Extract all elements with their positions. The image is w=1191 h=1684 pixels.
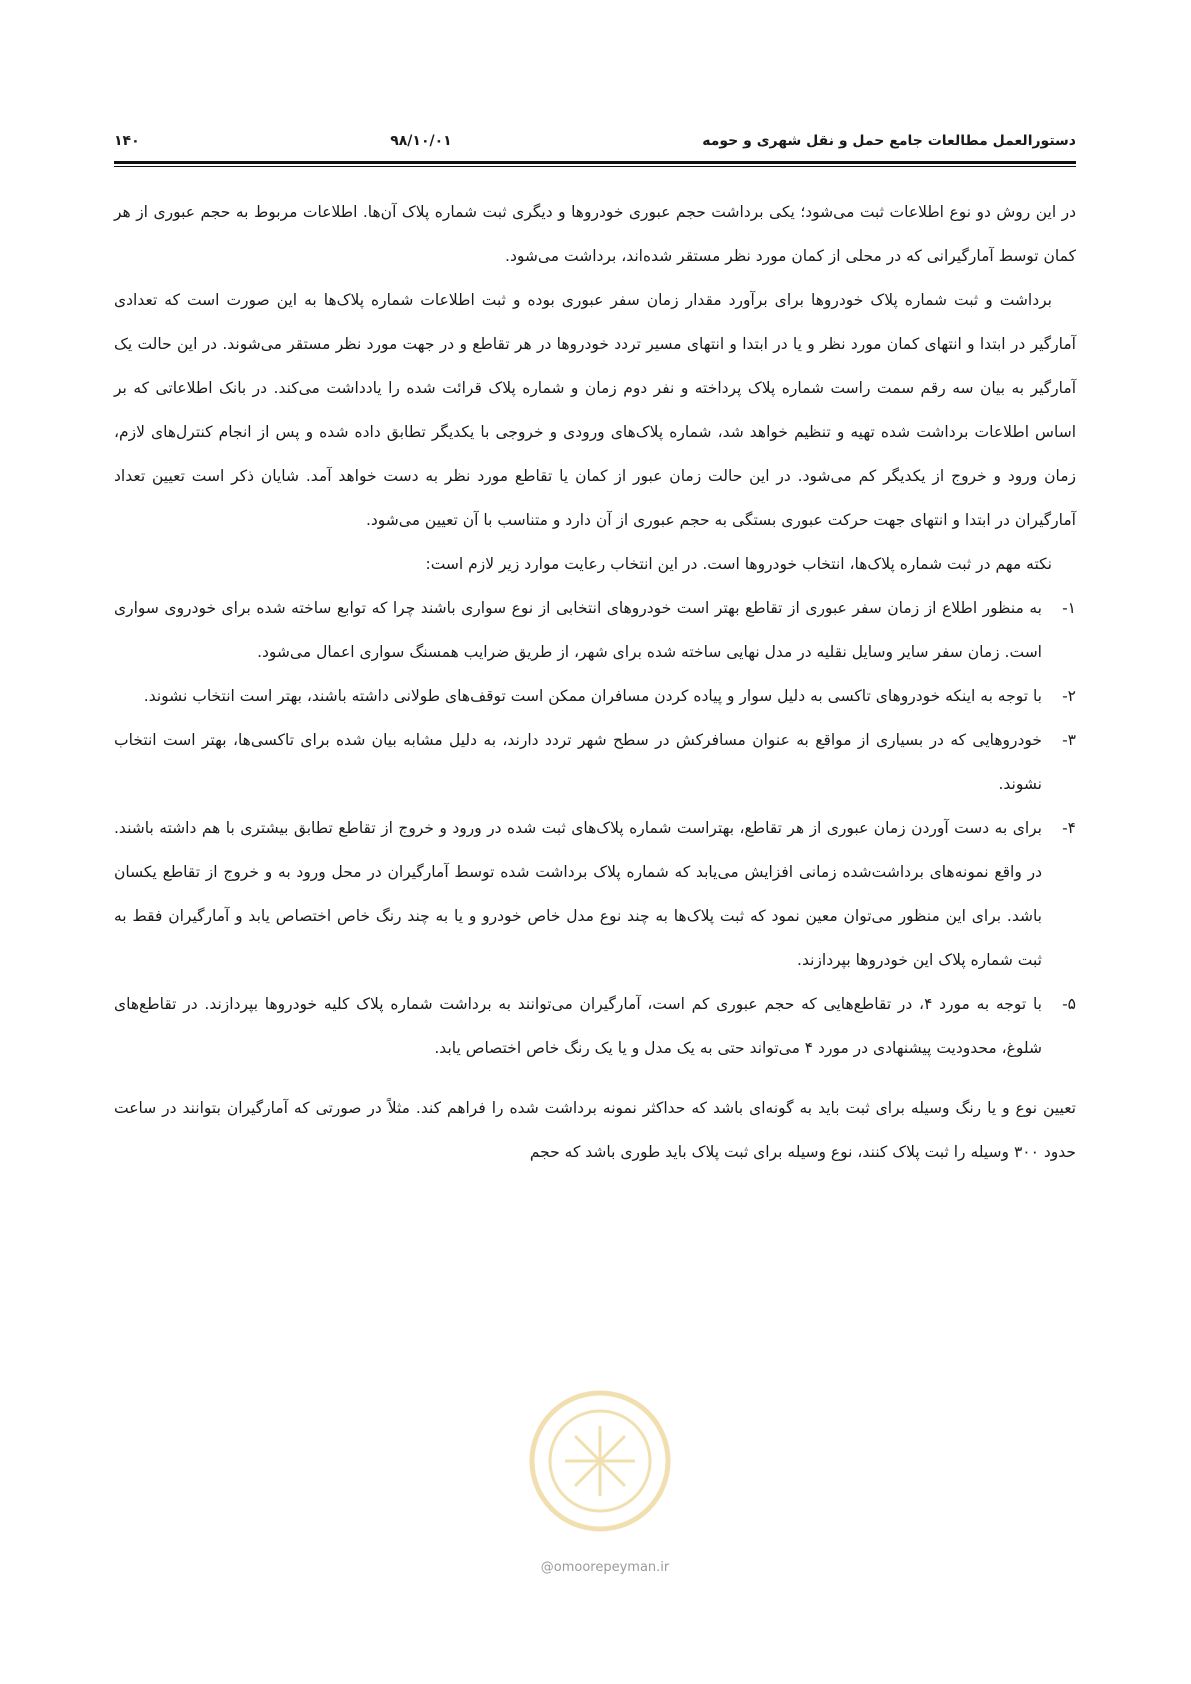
list-item-number: ۲-: [1062, 687, 1076, 705]
list-item-text: خودروهایی که در بسیاری از مواقع به عنوان مسافرکش در سطح شهر تردد دارند، به دلیل مشابه بیان شده برای تاکسی‌ها، بهتر است انتخاب نشوند.: [114, 731, 1042, 793]
header-rule-thin: [114, 166, 1076, 167]
list-item-text: با توجه به اینکه خودروهای تاکسی به دلیل سوار و پیاده کردن مسافران ممکن است توقف‌های طولانی داشته باشند، بهتر است انتخاب نشوند.: [143, 687, 1042, 705]
list-item: [114, 718, 1076, 806]
list-item: [114, 674, 1076, 718]
list-item: [114, 982, 1076, 1070]
page-number: ۱۴۰: [114, 133, 140, 149]
page-header: [114, 128, 1076, 154]
list-item-text: به منظور اطلاع از زمان سفر عبوری از تقاطع بهتر است خودروهای انتخابی از نوع سواری باشند چرا که توابع ساخته شده برای خودروی سواری است. زمان سفر سایر وسایل نقلیه در مدل نهایی ساخته شده برای شهر، از طریق ضرایب همسنگ سواری اعمال می‌شود.: [114, 599, 1042, 661]
watermark-url: @omoorepeyman.ir: [540, 1560, 670, 1575]
list-item: [114, 806, 1076, 982]
header-date: ۹۸/۱۰/۰۱: [390, 133, 452, 149]
document-body: [114, 190, 1076, 1174]
requirements-list: [114, 586, 1076, 1070]
stamp-gear: [565, 1426, 635, 1496]
list-item-text: برای به دست آوردن زمان عبوری از هر تقاطع، بهتراست شماره پلاک‌های ثبت شده در ورود و خروج از تقاطع تطابق بیشتری با هم داشته باشند. در واقع نمونه‌های برداشت‌شده زمانی افزایش می‌یابد که شماره پلاک برداشت شده توسط آمارگیران در محل ورود به و خروج از تقاطع یکسان باشد. برای این منظور می‌توان معین نمود که ثبت پلاک‌ها به چند نوع مدل خاص خودرو و یا به چند رنگ خاص اختصاص یابد و آمارگیران فقط به ثبت شماره پلاک این خودروها بپردازند.: [114, 819, 1042, 969]
list-item-text: با توجه به مورد ۴، در تقاطع‌هایی که حجم عبوری کم است، آمارگیران می‌توانند به برداشت شماره پلاک کلیه خودروها بپردازند. در تقاطع‌های شلوغ، محدودیت پیشنهادی در مورد ۴ می‌تواند حتی به یک مدل و یا یک رنگ خاص اختصاص یابد.: [114, 995, 1042, 1057]
closing-paragraph: تعیین نوع و یا رنگ وسیله برای ثبت باید به گونه‌ای باشد که حداکثر نمونه برداشت شده را فراهم کند. مثلاً در صورتی که آمارگیران بتوانند در ساعت حدود ۳۰۰ وسیله را ثبت پلاک کنند، نوع وسیله برای ثبت پلاک باید طوری باشد که حجم: [114, 1099, 1076, 1161]
list-item-number: ۵-: [1062, 995, 1076, 1013]
header-rule: [114, 161, 1076, 164]
list-item-number: ۱-: [1062, 599, 1076, 617]
paragraph-1: در این روش دو نوع اطلاعات ثبت می‌شود؛ یکی برداشت حجم عبوری خودروها و دیگری ثبت شماره پلاک آن‌ها. اطلاعات مربوط به حجم عبوری از هر کمان توسط آمارگیرانی که در محلی از کمان مورد نظر مستقر شده‌اند، برداشت می‌شود.: [114, 203, 1076, 265]
header-title: دستورالعمل مطالعات جامع حمل و نقل شهری و حومه: [702, 133, 1076, 149]
paragraph-2: برداشت و ثبت شماره پلاک خودروها برای برآورد مقدار زمان سفر عبوری بوده و ثبت اطلاعات شماره پلاک‌ها به این صورت است که تعدادی آمارگیر در ابتدا و انتهای کمان مورد نظر و یا در ابتدا و انتهای مسیر تردد خودروها در هر تقاطع و در جهت مورد نظر مستقر می‌شوند. در این حالت یک آمارگیر به بیان سه رقم سمت راست شماره پلاک پرداخته و نفر دوم زمان و شماره پلاک قرائت شده را یادداشت می‌کند. در بانک اطلاعاتی که بر اساس اطلاعات برداشت شده تهیه و تنظیم خواهد شد، شماره پلاک‌های ورودی و خروجی با یکدیگر تطابق داده شده و پس از انجام کنترل‌های لازم، زمان ورود و خروج از یکدیگر کم می‌شود. در این حالت زمان عبور از کمان یا تقاطع مورد نظر به دست خواهد آمد. شایان ذکر است تعیین تعداد آمارگیران در ابتدا و انتهای جهت حرکت عبوری بستگی به حجم عبوری از آن دارد و متناسب با آن تعیین می‌شود.: [114, 291, 1076, 529]
list-item-number: ۳-: [1062, 731, 1076, 749]
list-item-number: ۴-: [1062, 819, 1076, 837]
watermark-stamp-icon: [525, 1386, 675, 1536]
list-item: [114, 586, 1076, 674]
paragraph-3: نکته مهم در ثبت شماره پلاک‌ها، انتخاب خودروها است. در این انتخاب رعایت موارد زیر لازم است:: [425, 555, 1052, 573]
